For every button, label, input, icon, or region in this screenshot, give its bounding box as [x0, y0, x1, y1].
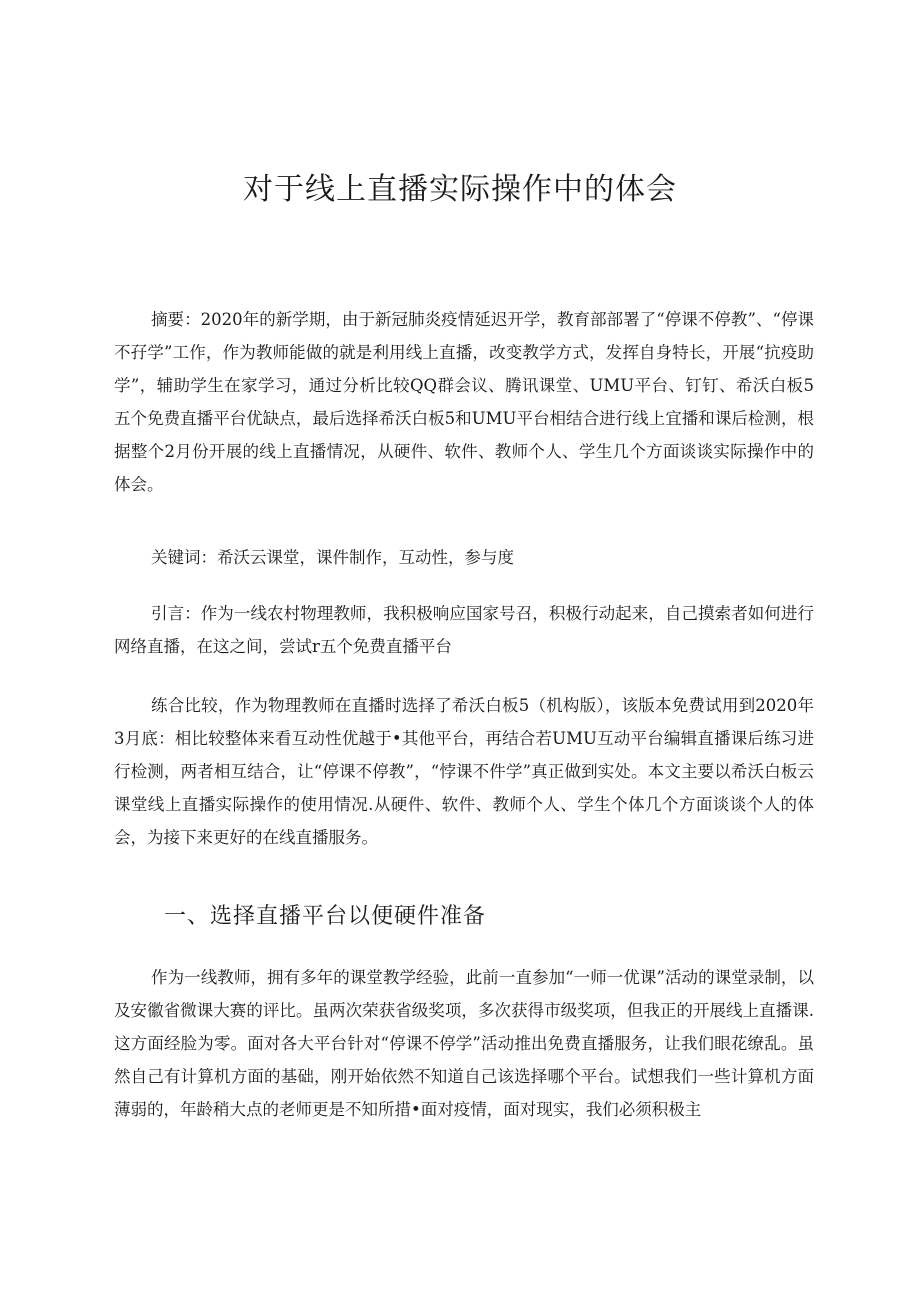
keywords-paragraph: 关键词：希沃云课堂，课件制作，互动性，参与度 [151, 548, 514, 567]
comparison-paragraph: 练合比较，作为物理教师在直播时选择了希沃白板5（机构版），该版本免费试用到2020年3月底：相比较整体来看互动性优越于•其他平台，再结合若UMU互动平台编辑直播课后练习进行检测，两者相互结合，让“停课不停教”，“悖课不件学”真正做到实处。本文主要以希沃白板云课堂线上直播实际操作的使用情况.从硬件、软件、教师个人、学生个体几个方面谈谈个人的体会，为接下来更好的在线直播服务。 [114, 696, 814, 847]
intro-paragraph: 引言：作为一线农村物理教师，我积极响应国家号召，积极行动起来，自己摸索者如何进行网络直播，在这之间，尝试r五个免费直播平台 [114, 604, 814, 656]
abstract-paragraph: 摘要：2020年的新学期，由于新冠肺炎疫情延迟开学，教育部部署了“停课不停教”、“停课不孖学”工作，作为教师能做的就是利用线上直播，改变教学方式，发挥自身特长，开展“抗疫助学”，辅助学生在家学习，通过分析比较QQ群会议、腾讯课堂、UMU平台、钉钉、希沃白板5五个免费直播平台优缺点，最后选择希沃白板5和UMU平台相结合进行线上宜播和课后检测，根据整个2月份开展的线上直播情况，从硬件、软件、教师个人、学生几个方面谈谈实际操作中的体会。 [114, 310, 814, 494]
document-title: 对于线上直播实际操作中的体会 [243, 172, 677, 207]
section-body-paragraph: 作为一线教师，拥有多年的课堂教学经验，此前一直参加“一师一优课”活动的课堂录制，以及安徽省微课大赛的评比。虽两次荣获省级奖项，多次获得市级奖项，但我正的开展线上直播课.这方面经脸为零。面对各大平台针对“停课不停学”活动推出免费直播服务，让我们眼花缭乱。虽然自己有计算机方面的基础，刚开始依然不知道自己该选择哪个平台。试想我们一些计算机方面薄弱的，年龄稍大点的老师更是不知所措•面对疫情，面对现实，我们必须积极主 [114, 968, 814, 1119]
section-heading: 一、选择直播平台以便硬件准备 [164, 904, 487, 929]
